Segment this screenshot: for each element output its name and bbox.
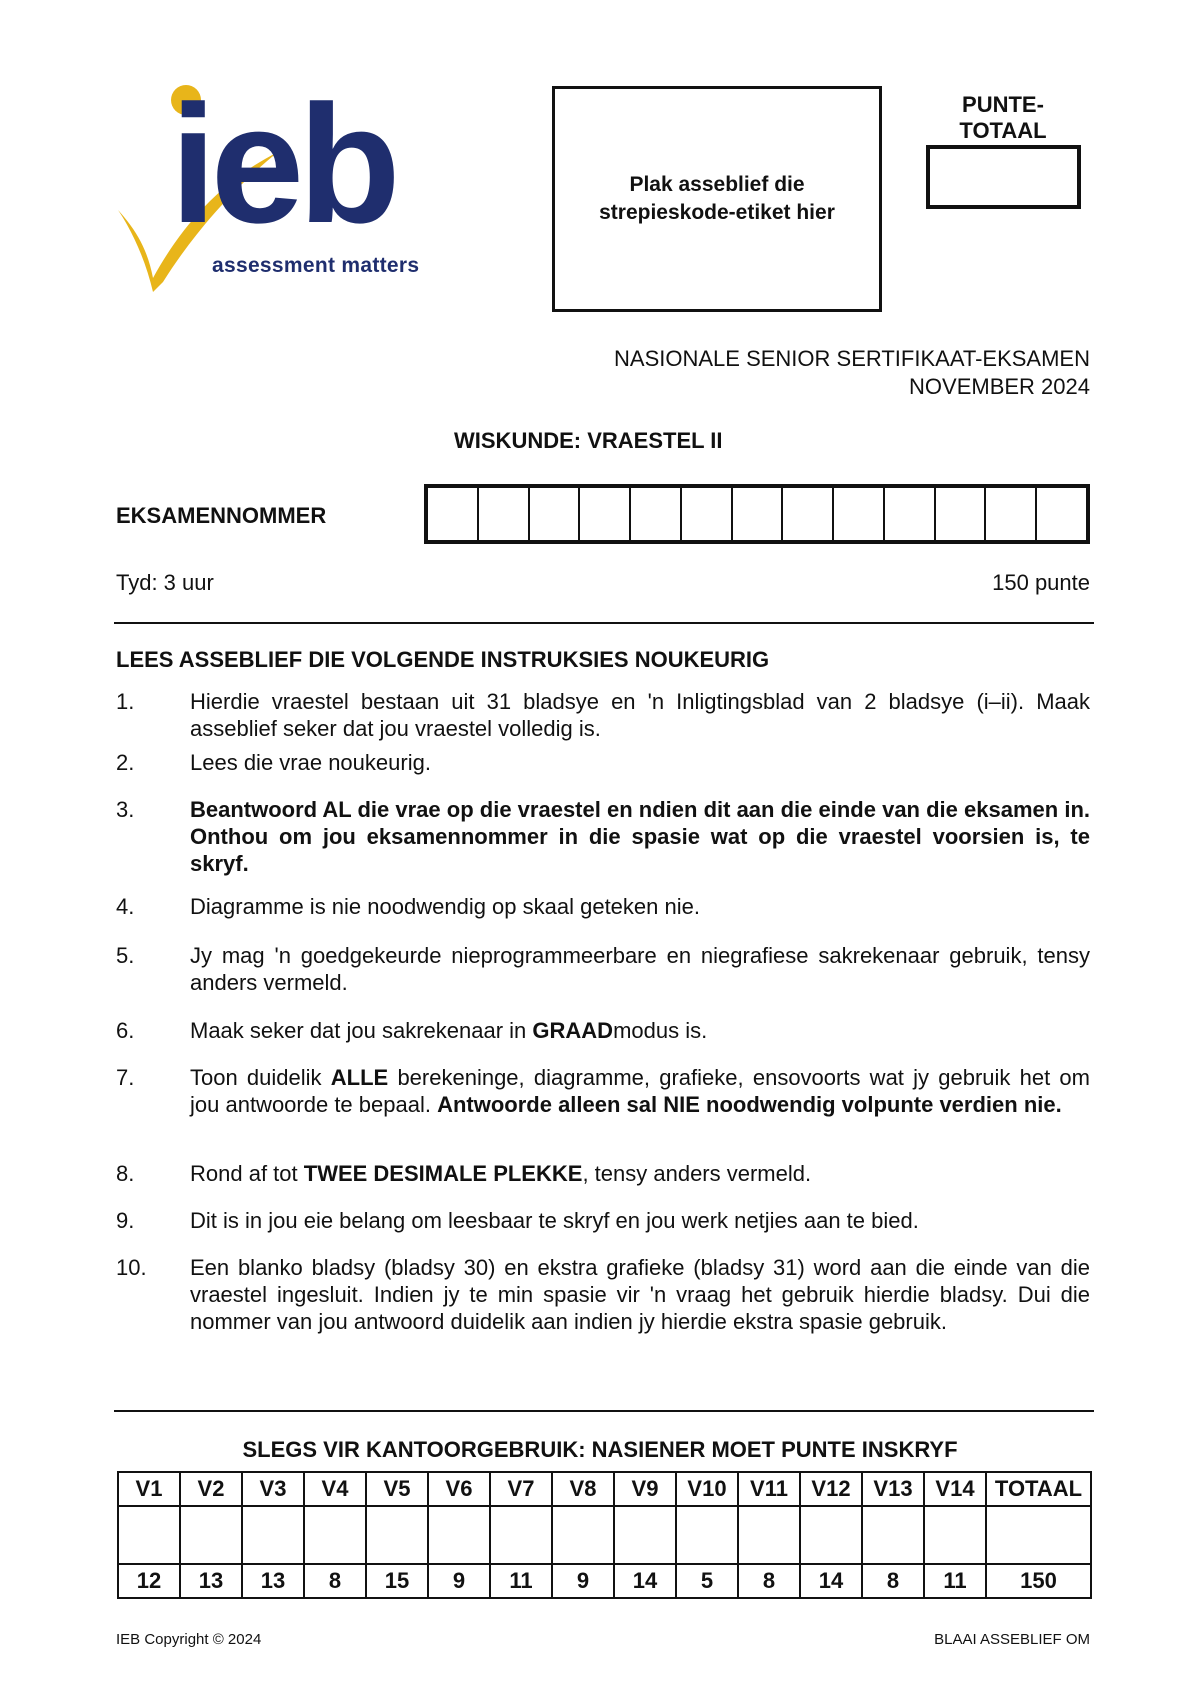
exam-date: NOVEMBER 2024	[909, 374, 1090, 399]
mark-entry-cell[interactable]	[490, 1506, 552, 1564]
instruction-text-bold: ALLE	[330, 1065, 389, 1090]
instruction-number: 1.	[116, 689, 135, 714]
exam-number-label: EKSAMENNOMMER	[116, 503, 327, 528]
instruction-number: 9.	[116, 1208, 135, 1233]
instruction-item	[116, 1207, 1090, 1234]
question-column-header: V6	[428, 1472, 490, 1506]
instruction-text	[190, 1254, 1090, 1335]
instruction-number: 3.	[116, 797, 135, 822]
max-mark-cell: 9	[428, 1564, 490, 1598]
instruction-item	[116, 942, 1090, 996]
instruction-text	[190, 749, 1090, 776]
max-mark-cell: 150	[986, 1564, 1091, 1598]
max-mark-cell: 14	[800, 1564, 862, 1598]
instruction-text-bold: Antwoorde alleen sal NIE noodwendig volpunte verdien nie.	[437, 1092, 1062, 1117]
instruction-text	[190, 1160, 1090, 1187]
instruction-item	[116, 1160, 1090, 1187]
question-column-header: V12	[800, 1472, 862, 1506]
instruction-text	[190, 1064, 1090, 1118]
instruction-text	[190, 688, 1090, 742]
exam-number-cell[interactable]	[733, 488, 784, 540]
question-column-header: V8	[552, 1472, 614, 1506]
office-use-heading: SLEGS VIR KANTOORGEBRUIK: NASIENER MOET PUNTE INSKRYF	[242, 1437, 958, 1462]
mark-entry-cell[interactable]	[614, 1506, 676, 1564]
exam-number-cell[interactable]	[1037, 488, 1086, 540]
instruction-text-part: Diagramme is nie noodwendig op skaal geteken nie.	[190, 894, 700, 919]
exam-number-cell[interactable]	[479, 488, 530, 540]
mark-entry-cell[interactable]	[676, 1506, 738, 1564]
max-mark-cell: 15	[366, 1564, 428, 1598]
mark-entry-cell[interactable]	[552, 1506, 614, 1564]
exam-number-cell[interactable]	[783, 488, 834, 540]
mark-entry-cell[interactable]	[304, 1506, 366, 1564]
exam-number-cell[interactable]	[530, 488, 581, 540]
instructions-heading: LEES ASSEBLIEF DIE VOLGENDE INSTRUKSIES NOUKEURIG	[116, 647, 770, 672]
instruction-text-part: berekeninge, diagramme, grafieke, ensovoorts wat jy gebruik het om jou antwoorde te bepaal.	[190, 1065, 1090, 1117]
exam-number-cell[interactable]	[631, 488, 682, 540]
question-column-header: V4	[304, 1472, 366, 1506]
instruction-text	[190, 1207, 1090, 1234]
instruction-text-part: Toon duidelik	[190, 1065, 331, 1090]
instruction-text-part: , tensy anders vermeld.	[582, 1161, 812, 1186]
instruction-number: 7.	[116, 1065, 135, 1090]
instruction-text-bold: Beantwoord AL die vrae op die vraestel en ndien dit aan die einde van die eksamen in. Onthou om jou eksamennommer in die spasie wat op die vraestel voorsien is, te skryf.	[190, 797, 1090, 876]
question-column-header: V1	[118, 1472, 180, 1506]
mark-entry-cell[interactable]	[800, 1506, 862, 1564]
exam-number-cell[interactable]	[885, 488, 936, 540]
question-column-header: TOTAAL	[986, 1472, 1091, 1506]
marks-table-max-row	[118, 1564, 1091, 1598]
paper-title: WISKUNDE: VRAESTEL II	[454, 428, 723, 453]
exam-number-cell[interactable]	[936, 488, 987, 540]
instruction-text-part: Lees die vrae noukeurig.	[190, 750, 431, 775]
total-marks-label-line2: TOTAAL	[959, 118, 1047, 143]
footer-turn-over: BLAAI ASSEBLIEF OM	[934, 1631, 1090, 1648]
instruction-number: 5.	[116, 943, 135, 968]
max-mark-cell: 9	[552, 1564, 614, 1598]
instruction-text	[190, 893, 1090, 920]
max-mark-cell: 13	[180, 1564, 242, 1598]
instruction-text-part: Jy mag 'n goedgekeurde nieprogrammeerbare en niegrafiese sakrekenaar gebruik, tensy anders vermeld.	[190, 943, 1090, 995]
max-mark-cell: 12	[118, 1564, 180, 1598]
marks-table-header-row	[118, 1472, 1091, 1506]
instruction-item	[116, 893, 1090, 920]
question-column-header: V5	[366, 1472, 428, 1506]
question-column-header: V9	[614, 1472, 676, 1506]
mark-entry-cell[interactable]	[242, 1506, 304, 1564]
instruction-text-part: Hierdie vraestel bestaan uit 31 bladsye en 'n Inligtingsblad van 2 bladsye (i–ii). Maak asseblief seker dat jou vraestel volledig is.	[190, 689, 1090, 741]
instruction-number: 8.	[116, 1161, 135, 1186]
question-column-header: V14	[924, 1472, 986, 1506]
footer-copyright: IEB Copyright © 2024	[116, 1631, 262, 1648]
exam-number-cell[interactable]	[834, 488, 885, 540]
question-column-header: V2	[180, 1472, 242, 1506]
total-marks-box[interactable]	[926, 145, 1081, 209]
exam-title: NASIONALE SENIOR SERTIFIKAAT-EKSAMEN	[614, 346, 1090, 371]
exam-total-marks: 150 punte	[992, 570, 1090, 595]
divider	[114, 622, 1094, 624]
mark-entry-cell[interactable]	[862, 1506, 924, 1564]
marks-table	[117, 1471, 1092, 1599]
instruction-number: 6.	[116, 1018, 135, 1043]
instruction-number: 2.	[116, 750, 135, 775]
question-column-header: V11	[738, 1472, 800, 1506]
barcode-label-area	[552, 86, 882, 312]
mark-entry-cell[interactable]	[428, 1506, 490, 1564]
instruction-item	[116, 1254, 1090, 1335]
instruction-item	[116, 1064, 1090, 1118]
instruction-text-part: Maak seker dat jou sakrekenaar in	[190, 1018, 533, 1043]
max-mark-cell: 8	[862, 1564, 924, 1598]
max-mark-cell: 11	[924, 1564, 986, 1598]
question-column-header: V3	[242, 1472, 304, 1506]
instruction-text	[190, 1017, 1090, 1044]
question-column-header: V10	[676, 1472, 738, 1506]
barcode-instruction: Plak asseblief die strepieskode-etiket hier	[599, 173, 835, 224]
max-mark-cell: 13	[242, 1564, 304, 1598]
instruction-item	[116, 688, 1090, 742]
instruction-text-part: Rond af tot	[190, 1161, 304, 1186]
mark-entry-cell[interactable]	[366, 1506, 428, 1564]
instruction-text-part: modus is.	[613, 1018, 708, 1043]
total-marks-label	[928, 92, 1078, 144]
question-column-header: V13	[862, 1472, 924, 1506]
marks-table-entry-row	[118, 1506, 1091, 1564]
instruction-item	[116, 1017, 1090, 1044]
instruction-item	[116, 796, 1090, 877]
exam-duration: Tyd: 3 uur	[116, 570, 214, 595]
max-mark-cell: 8	[304, 1564, 366, 1598]
exam-number-cell[interactable]	[682, 488, 733, 540]
instruction-text	[190, 796, 1090, 877]
mark-entry-cell[interactable]	[986, 1506, 1091, 1564]
exam-number-cell[interactable]	[428, 488, 479, 540]
exam-number-cell[interactable]	[580, 488, 631, 540]
mark-entry-cell[interactable]	[738, 1506, 800, 1564]
instruction-text-part: Dit is in jou eie belang om leesbaar te skryf en jou werk netjies aan te bied.	[190, 1208, 919, 1233]
mark-entry-cell[interactable]	[118, 1506, 180, 1564]
instruction-text	[190, 942, 1090, 996]
question-column-header: V7	[490, 1472, 552, 1506]
divider	[114, 1410, 1094, 1412]
mark-entry-cell[interactable]	[924, 1506, 986, 1564]
max-mark-cell: 11	[490, 1564, 552, 1598]
max-mark-cell: 8	[738, 1564, 800, 1598]
logo-tagline: assessment matters	[212, 254, 420, 277]
instruction-text-part: Een blanko bladsy (bladsy 30) en ekstra grafieke (bladsy 31) word aan die einde van die vraestel ingesluit. Indien jy te min spasie vir 'n vraag het gebruik hierdie bladsy. Dui die nommer van jou antwoord duidelik aan indien jy hierdie ekstra spasie gebruik.	[190, 1255, 1090, 1334]
logo-wordmark: ieb	[170, 82, 395, 258]
instruction-text-bold: TWEE DESIMALE PLEKKE	[303, 1161, 583, 1186]
mark-entry-cell[interactable]	[180, 1506, 242, 1564]
instruction-number: 4.	[116, 894, 135, 919]
instruction-number: 10.	[116, 1255, 147, 1280]
instruction-text-bold: GRAAD	[532, 1018, 614, 1043]
max-mark-cell: 5	[676, 1564, 738, 1598]
exam-number-boxes[interactable]	[424, 484, 1090, 544]
exam-number-cell[interactable]	[986, 488, 1037, 540]
max-mark-cell: 14	[614, 1564, 676, 1598]
instruction-item	[116, 749, 1090, 776]
total-marks-label-line1: PUNTE-	[962, 92, 1044, 117]
